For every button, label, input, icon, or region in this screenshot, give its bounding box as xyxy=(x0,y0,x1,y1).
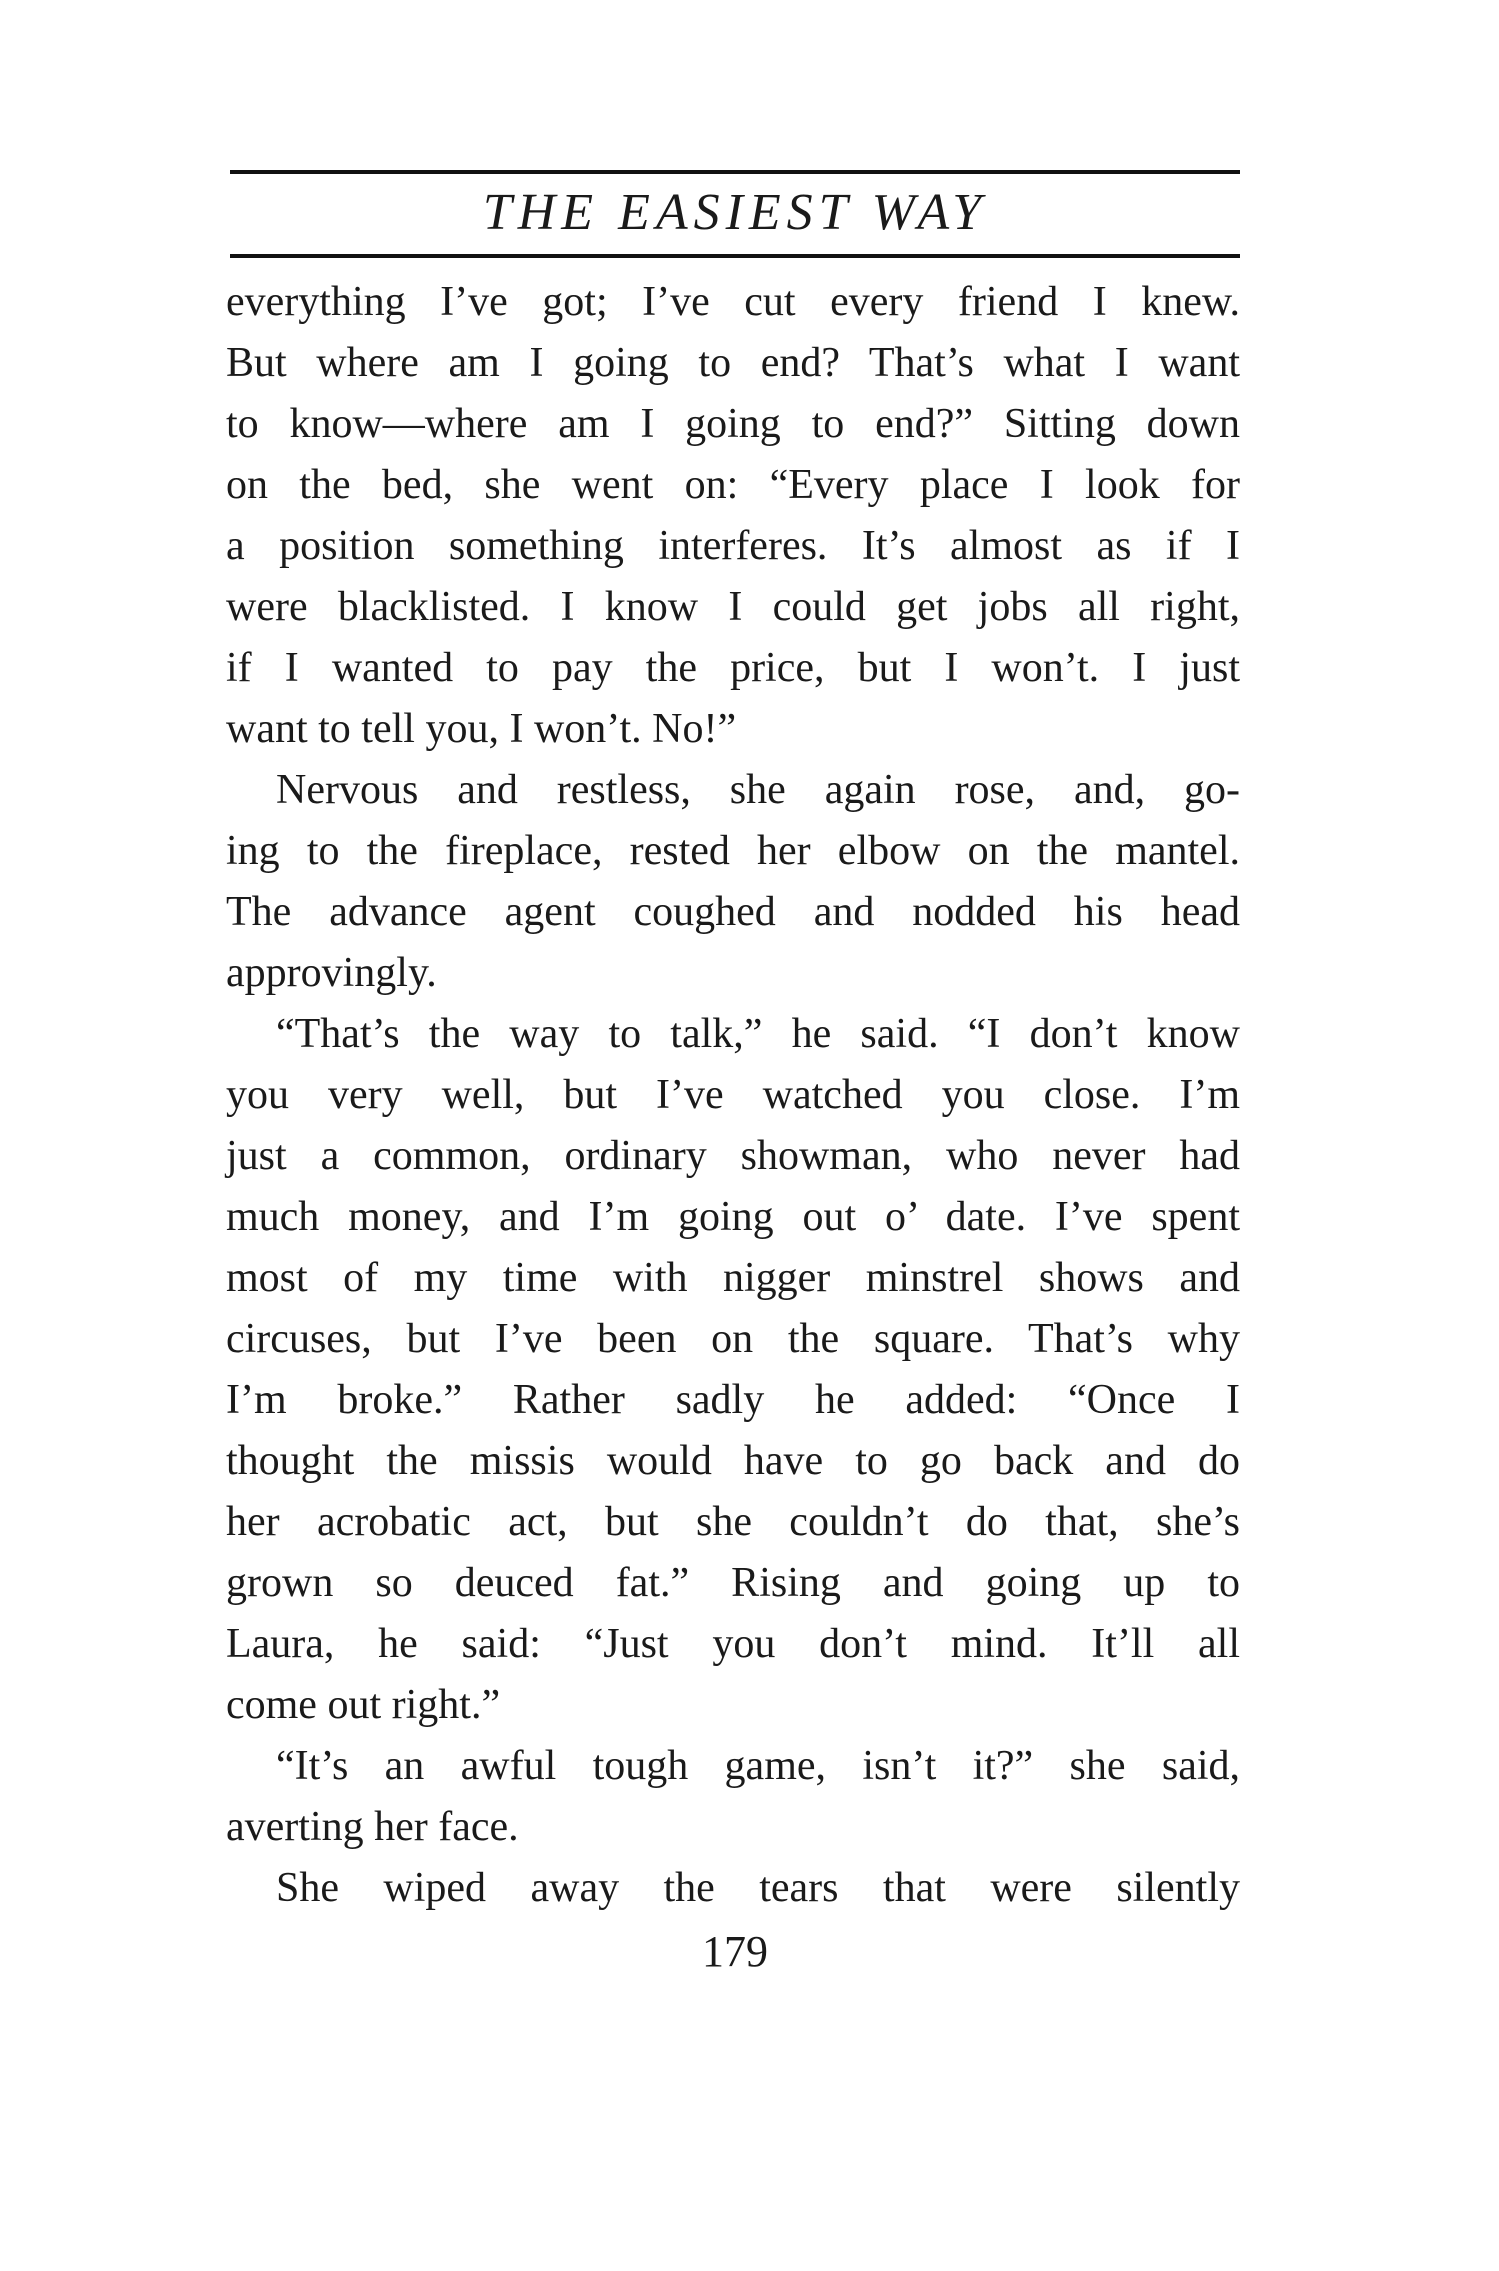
text-line: approvingly. xyxy=(226,950,437,996)
header-rule-bottom xyxy=(230,254,1240,258)
text-line: circuses, but I’ve been on the square. That’s why xyxy=(226,1316,1240,1362)
text-line: Laura, he said: “Just you don’t mind. It’ll all xyxy=(226,1621,1240,1667)
text-line: “It’s an awful tough game, isn’t it?” she said, xyxy=(276,1743,1240,1789)
text-line: But where am I going to end? That’s what I want xyxy=(226,340,1240,386)
text-line: I’m broke.” Rather sadly he added: “Once I xyxy=(226,1377,1240,1423)
text-line: just a common, ordinary showman, who never had xyxy=(226,1133,1240,1179)
text-line: come out right.” xyxy=(226,1682,501,1728)
text-line: The advance agent coughed and nodded his head xyxy=(226,889,1240,935)
text-line: if I wanted to pay the price, but I won’t. I just xyxy=(226,645,1240,691)
text-line: on the bed, she went on: “Every place I look for xyxy=(226,462,1240,508)
text-line: much money, and I’m going out o’ date. I’ve spent xyxy=(226,1194,1240,1240)
text-line: you very well, but I’ve watched you close. I’m xyxy=(226,1072,1240,1118)
running-title: THE EASIEST WAY xyxy=(482,184,988,241)
text-line: “That’s the way to talk,” he said. “I don’t know xyxy=(276,1011,1240,1057)
page-number: 179 xyxy=(702,1927,768,1976)
text-line: a position something interferes. It’s almost as if I xyxy=(226,523,1240,569)
page-body xyxy=(226,272,1240,1919)
header-rule-top xyxy=(230,170,1240,174)
text-line: most of my time with nigger minstrel shows and xyxy=(226,1255,1240,1301)
text-line: averting her face. xyxy=(226,1804,519,1850)
text-line: thought the missis would have to go back and do xyxy=(226,1438,1240,1484)
text-line: She wiped away the tears that were silently xyxy=(276,1865,1240,1911)
text-line: ing to the fireplace, rested her elbow on the mantel. xyxy=(226,828,1240,874)
text-line: were blacklisted. I know I could get jobs all right, xyxy=(226,584,1240,630)
text-line: everything I’ve got; I’ve cut every friend I knew. xyxy=(226,279,1240,325)
text-line: to know—where am I going to end?” Sitting down xyxy=(226,401,1240,447)
text-line: Nervous and restless, she again rose, and, go- xyxy=(276,767,1240,813)
text-line: grown so deuced fat.” Rising and going up to xyxy=(226,1560,1240,1606)
text-line: want to tell you, I won’t. No!” xyxy=(226,706,737,752)
text-line: her acrobatic act, but she couldn’t do that, she’s xyxy=(226,1499,1240,1545)
